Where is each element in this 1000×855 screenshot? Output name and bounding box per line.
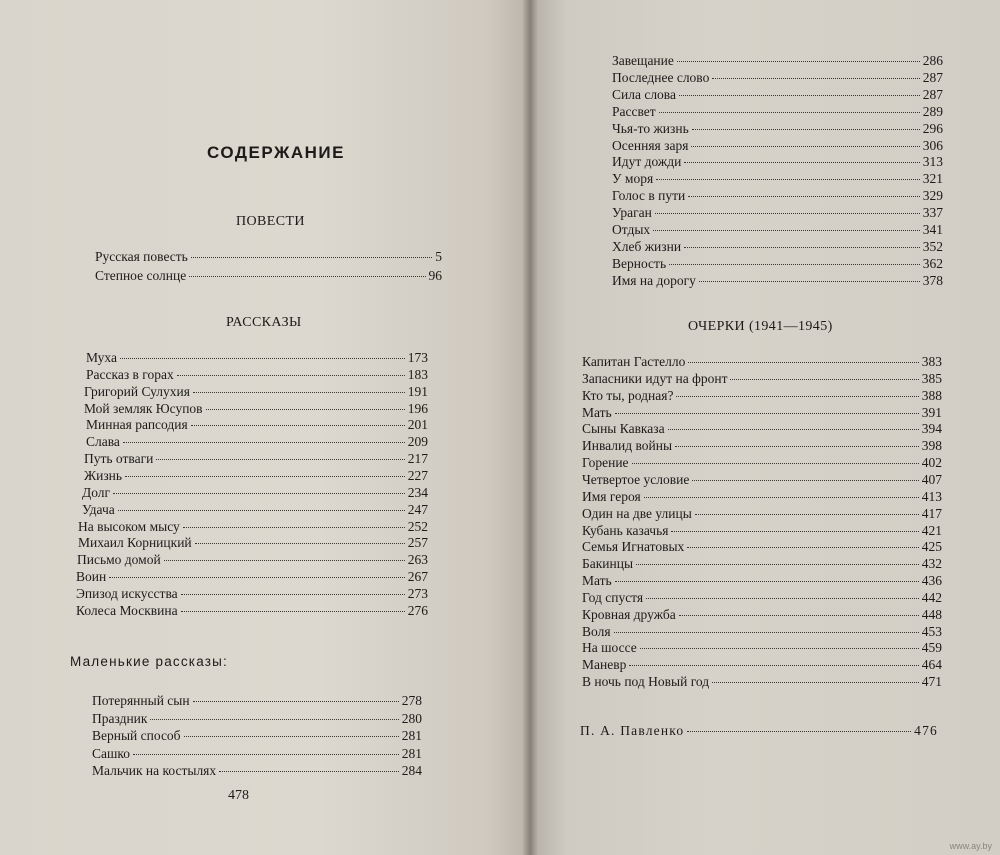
entry-title: Бакинцы xyxy=(582,556,634,571)
dot-leader xyxy=(636,564,919,565)
entry-page: 391 xyxy=(921,405,942,420)
entry-page: 448 xyxy=(921,607,942,622)
entry-page: 417 xyxy=(921,506,942,521)
entry-page: 289 xyxy=(922,104,943,119)
dot-leader xyxy=(181,611,405,612)
entry-page: 252 xyxy=(407,519,428,534)
entry-title: Григорий Сулухия xyxy=(84,384,190,399)
toc-entry xyxy=(582,589,942,606)
entry-title: Рассвет xyxy=(612,104,656,119)
dot-leader xyxy=(191,425,405,426)
entry-page: 281 xyxy=(401,746,422,761)
entry-title: Слава xyxy=(86,434,120,449)
dot-leader xyxy=(676,396,918,397)
toc-entry xyxy=(582,505,942,522)
entry-page: 378 xyxy=(922,273,943,288)
toc-entry xyxy=(84,400,428,417)
entry-title: Сила слова xyxy=(612,87,676,102)
entry-title: Колеса Москвина xyxy=(76,603,178,618)
toc-entry xyxy=(612,69,943,86)
entry-title: Верность xyxy=(612,256,667,271)
entry-page: 388 xyxy=(921,388,942,403)
toc-entry xyxy=(582,522,942,539)
entry-title: Кто ты, родная? xyxy=(582,388,674,403)
contents-title: СОДЕРЖАНИЕ xyxy=(207,143,345,162)
toc-entry xyxy=(612,170,943,187)
entry-title: Степное солнце xyxy=(95,268,187,283)
dot-leader xyxy=(614,632,919,633)
dot-leader xyxy=(653,230,920,231)
entry-title: На высоком мысу xyxy=(78,519,180,534)
entry-page: 407 xyxy=(921,472,942,487)
entry-title: Голос в пути xyxy=(612,188,686,203)
entry-page: 442 xyxy=(921,590,942,605)
toc-entry xyxy=(582,370,942,387)
toc-entry xyxy=(86,349,428,366)
dot-leader xyxy=(183,527,405,528)
dot-leader xyxy=(692,129,920,130)
entry-page: 459 xyxy=(921,640,942,655)
entry-title: Идут дожди xyxy=(612,154,682,169)
toc-entry xyxy=(582,488,942,505)
entry-page: 464 xyxy=(921,657,942,672)
toc-entry xyxy=(76,585,428,602)
toc-entry xyxy=(84,450,428,467)
entry-page: 471 xyxy=(921,674,942,689)
entry-title: Запасники идут на фронт xyxy=(582,371,728,386)
toc-entry xyxy=(78,534,428,551)
dot-leader xyxy=(644,497,919,498)
entry-title: Мать xyxy=(582,405,612,420)
entry-page: 398 xyxy=(921,438,942,453)
entry-page: 234 xyxy=(407,485,428,500)
toc-entry-author xyxy=(580,722,938,739)
dot-leader xyxy=(684,247,920,248)
entry-title: Инвалид войны xyxy=(582,438,673,453)
watermark: www.ay.by xyxy=(949,841,992,851)
entry-title: Муха xyxy=(86,350,117,365)
toc-entry xyxy=(612,120,943,137)
toc-entry xyxy=(612,238,943,255)
entry-page: 209 xyxy=(407,434,428,449)
dot-leader xyxy=(219,771,399,772)
entry-title: Воин xyxy=(76,569,107,584)
dot-leader xyxy=(109,577,405,578)
dot-leader xyxy=(669,264,920,265)
entry-page: 196 xyxy=(407,401,428,416)
entry-title: Потерянный сын xyxy=(92,693,190,708)
toc-entry xyxy=(612,137,943,154)
toc-entry xyxy=(582,673,942,690)
entry-page: 286 xyxy=(922,53,943,68)
entry-page: 257 xyxy=(407,535,428,550)
dot-leader xyxy=(675,446,919,447)
entry-page: 453 xyxy=(921,624,942,639)
entry-title: Завещание xyxy=(612,53,674,68)
entry-page: 476 xyxy=(914,723,938,738)
toc-entry xyxy=(612,187,943,204)
dot-leader xyxy=(699,281,920,282)
section-heading-small-stories: Маленькие рассказы: xyxy=(70,654,229,669)
toc-entry xyxy=(612,86,943,103)
dot-leader xyxy=(668,429,919,430)
entry-title: Жизнь xyxy=(84,468,123,483)
entry-page: 385 xyxy=(921,371,942,386)
entry-title: Сашко xyxy=(92,746,131,761)
entry-page: 173 xyxy=(407,350,428,365)
dot-leader xyxy=(150,719,398,720)
entry-title: У моря xyxy=(612,171,654,186)
toc-entry xyxy=(612,221,943,238)
entry-page: 183 xyxy=(407,367,428,382)
dot-leader xyxy=(679,615,919,616)
entry-title: Минная рапсодия xyxy=(86,417,188,432)
toc-entry xyxy=(582,656,942,673)
toc-entry xyxy=(86,433,428,450)
entry-title: Кровная дружба xyxy=(582,607,676,622)
dot-leader xyxy=(189,276,425,277)
entry-page: 287 xyxy=(922,70,943,85)
dot-leader xyxy=(712,682,919,683)
entry-page: 306 xyxy=(922,138,943,153)
dot-leader xyxy=(164,560,405,561)
toc-entry xyxy=(82,484,428,501)
toc-entry xyxy=(582,404,942,421)
dot-leader xyxy=(193,392,405,393)
entry-title: Ураган xyxy=(612,205,652,220)
toc-entry xyxy=(582,454,942,471)
dot-leader xyxy=(656,179,920,180)
dot-leader xyxy=(629,665,918,666)
entry-page: 394 xyxy=(921,421,942,436)
dot-leader xyxy=(679,95,920,96)
entry-page: 263 xyxy=(407,552,428,567)
toc-entry xyxy=(92,710,422,727)
dot-leader xyxy=(118,510,405,511)
toc-entry xyxy=(582,572,942,589)
toc-entry xyxy=(582,623,942,640)
entry-title: Капитан Гастелло xyxy=(582,354,686,369)
dot-leader xyxy=(133,754,399,755)
toc-entry xyxy=(84,383,428,400)
entry-title: Долг xyxy=(82,485,111,500)
dot-leader xyxy=(691,146,919,147)
dot-leader xyxy=(688,362,918,363)
entry-page: 413 xyxy=(921,489,942,504)
dot-leader xyxy=(156,459,404,460)
toc-entry xyxy=(92,745,422,762)
toc-entry xyxy=(82,501,428,518)
entry-page: 191 xyxy=(407,384,428,399)
entry-title: Горение xyxy=(582,455,629,470)
entry-title: Сыны Кавказа xyxy=(582,421,665,436)
entry-page: 352 xyxy=(922,239,943,254)
toc-entry xyxy=(86,366,428,383)
entry-title: Осенняя заря xyxy=(612,138,689,153)
entry-page: 383 xyxy=(921,354,942,369)
entry-title: Год спустя xyxy=(582,590,644,605)
toc-entry xyxy=(582,538,942,555)
dot-leader xyxy=(687,731,911,732)
entry-page: 337 xyxy=(922,205,943,220)
entry-page: 217 xyxy=(407,451,428,466)
dot-leader xyxy=(193,701,399,702)
entry-page: 201 xyxy=(407,417,428,432)
entry-page: 281 xyxy=(401,728,422,743)
entry-page: 313 xyxy=(922,154,943,169)
entry-title: Мать xyxy=(582,573,612,588)
entry-title: В ночь под Новый год xyxy=(582,674,710,689)
entry-page: 421 xyxy=(921,523,942,538)
dot-leader xyxy=(712,78,919,79)
entry-page: 362 xyxy=(922,256,943,271)
toc-entry xyxy=(582,420,942,437)
toc-entry xyxy=(76,602,428,619)
entry-title: Один на две улицы xyxy=(582,506,692,521)
toc-entry xyxy=(582,606,942,623)
entry-page: 247 xyxy=(407,502,428,517)
section-heading-rasskazy: РАССКАЗЫ xyxy=(226,315,302,330)
toc-entry xyxy=(612,103,943,120)
dot-leader xyxy=(123,442,405,443)
entry-title: П. А. Павленко xyxy=(580,723,685,738)
toc-entry xyxy=(582,471,942,488)
dot-leader xyxy=(655,213,920,214)
toc-entry xyxy=(612,255,943,272)
entry-page: 227 xyxy=(407,468,428,483)
dot-leader xyxy=(125,476,405,477)
entry-title: Четвертое условие xyxy=(582,472,690,487)
entry-title: Воля xyxy=(582,624,611,639)
toc-entry xyxy=(92,727,422,744)
entry-page: 402 xyxy=(921,455,942,470)
toc-entry xyxy=(612,272,943,289)
entry-title: Семья Игнатовых xyxy=(582,539,685,554)
entry-title: Имя героя xyxy=(582,489,641,504)
entry-title: Праздник xyxy=(92,711,148,726)
entry-page: 425 xyxy=(921,539,942,554)
dot-leader xyxy=(677,61,920,62)
section-heading-povesti: ПОВЕСТИ xyxy=(236,214,305,229)
entry-title: Мальчик на костылях xyxy=(92,763,217,778)
toc-entry xyxy=(95,248,442,265)
toc-entry xyxy=(582,387,942,404)
dot-leader xyxy=(195,543,405,544)
entry-title: Михаил Корницкий xyxy=(78,535,192,550)
toc-entry xyxy=(612,52,943,69)
entry-title: Письмо домой xyxy=(77,552,161,567)
toc-entry xyxy=(77,551,428,568)
dot-leader xyxy=(632,463,919,464)
toc-entry xyxy=(84,467,428,484)
entry-page: 280 xyxy=(401,711,422,726)
entry-page: 296 xyxy=(922,121,943,136)
entry-title: Чья-то жизнь xyxy=(612,121,689,136)
dot-leader xyxy=(615,581,919,582)
entry-title: Удача xyxy=(82,502,115,517)
entry-page: 321 xyxy=(922,171,943,186)
entry-title: Путь отваги xyxy=(84,451,154,466)
dot-leader xyxy=(684,162,919,163)
entry-title: Отдых xyxy=(612,222,651,237)
dot-leader xyxy=(687,547,918,548)
entry-title: На шоссе xyxy=(582,640,637,655)
page-number: 478 xyxy=(228,788,249,803)
toc-entry xyxy=(86,416,428,433)
entry-page: 287 xyxy=(922,87,943,102)
entry-title: Кубань казачья xyxy=(582,523,669,538)
dot-leader xyxy=(184,736,399,737)
entry-title: Мой земляк Юсупов xyxy=(84,401,203,416)
section-heading-ocherki: ОЧЕРКИ (1941—1945) xyxy=(688,319,833,334)
toc-entry xyxy=(612,204,943,221)
dot-leader xyxy=(692,480,918,481)
entry-page: 5 xyxy=(435,249,442,264)
toc-entry xyxy=(612,153,943,170)
toc-entry xyxy=(92,692,422,709)
dot-leader xyxy=(688,196,920,197)
entry-title: Последнее слово xyxy=(612,70,710,85)
dot-leader xyxy=(695,514,919,515)
entry-title: Эпизод искусства xyxy=(76,586,178,601)
entry-page: 341 xyxy=(922,222,943,237)
entry-page: 276 xyxy=(407,603,428,618)
entry-title: Рассказ в горах xyxy=(86,367,174,382)
entry-page: 436 xyxy=(921,573,942,588)
entry-title: Русская повесть xyxy=(95,249,188,264)
entry-page: 432 xyxy=(921,556,942,571)
dot-leader xyxy=(671,531,918,532)
entry-page: 267 xyxy=(407,569,428,584)
dot-leader xyxy=(646,598,919,599)
entry-page: 278 xyxy=(401,693,422,708)
toc-entry xyxy=(78,518,428,535)
dot-leader xyxy=(659,112,920,113)
book-gutter xyxy=(522,0,538,855)
dot-leader xyxy=(120,358,405,359)
entry-page: 329 xyxy=(922,188,943,203)
dot-leader xyxy=(206,409,405,410)
entry-title: Хлеб жизни xyxy=(612,239,682,254)
toc-entry xyxy=(582,639,942,656)
dot-leader xyxy=(615,413,919,414)
toc-entry xyxy=(76,568,428,585)
dot-leader xyxy=(177,375,405,376)
toc-entry xyxy=(582,437,942,454)
entry-title: Верный способ xyxy=(92,728,181,743)
dot-leader xyxy=(640,648,919,649)
entry-title: Имя на дорогу xyxy=(612,273,696,288)
entry-page: 96 xyxy=(428,268,442,283)
dot-leader xyxy=(730,379,918,380)
dot-leader xyxy=(191,257,432,258)
entry-page: 273 xyxy=(407,586,428,601)
toc-entry xyxy=(582,555,942,572)
toc-entry xyxy=(582,353,942,370)
entry-page: 284 xyxy=(401,763,422,778)
entry-title: Маневр xyxy=(582,657,627,672)
dot-leader xyxy=(181,594,405,595)
dot-leader xyxy=(113,493,405,494)
toc-entry xyxy=(95,267,442,284)
toc-entry xyxy=(92,762,422,779)
